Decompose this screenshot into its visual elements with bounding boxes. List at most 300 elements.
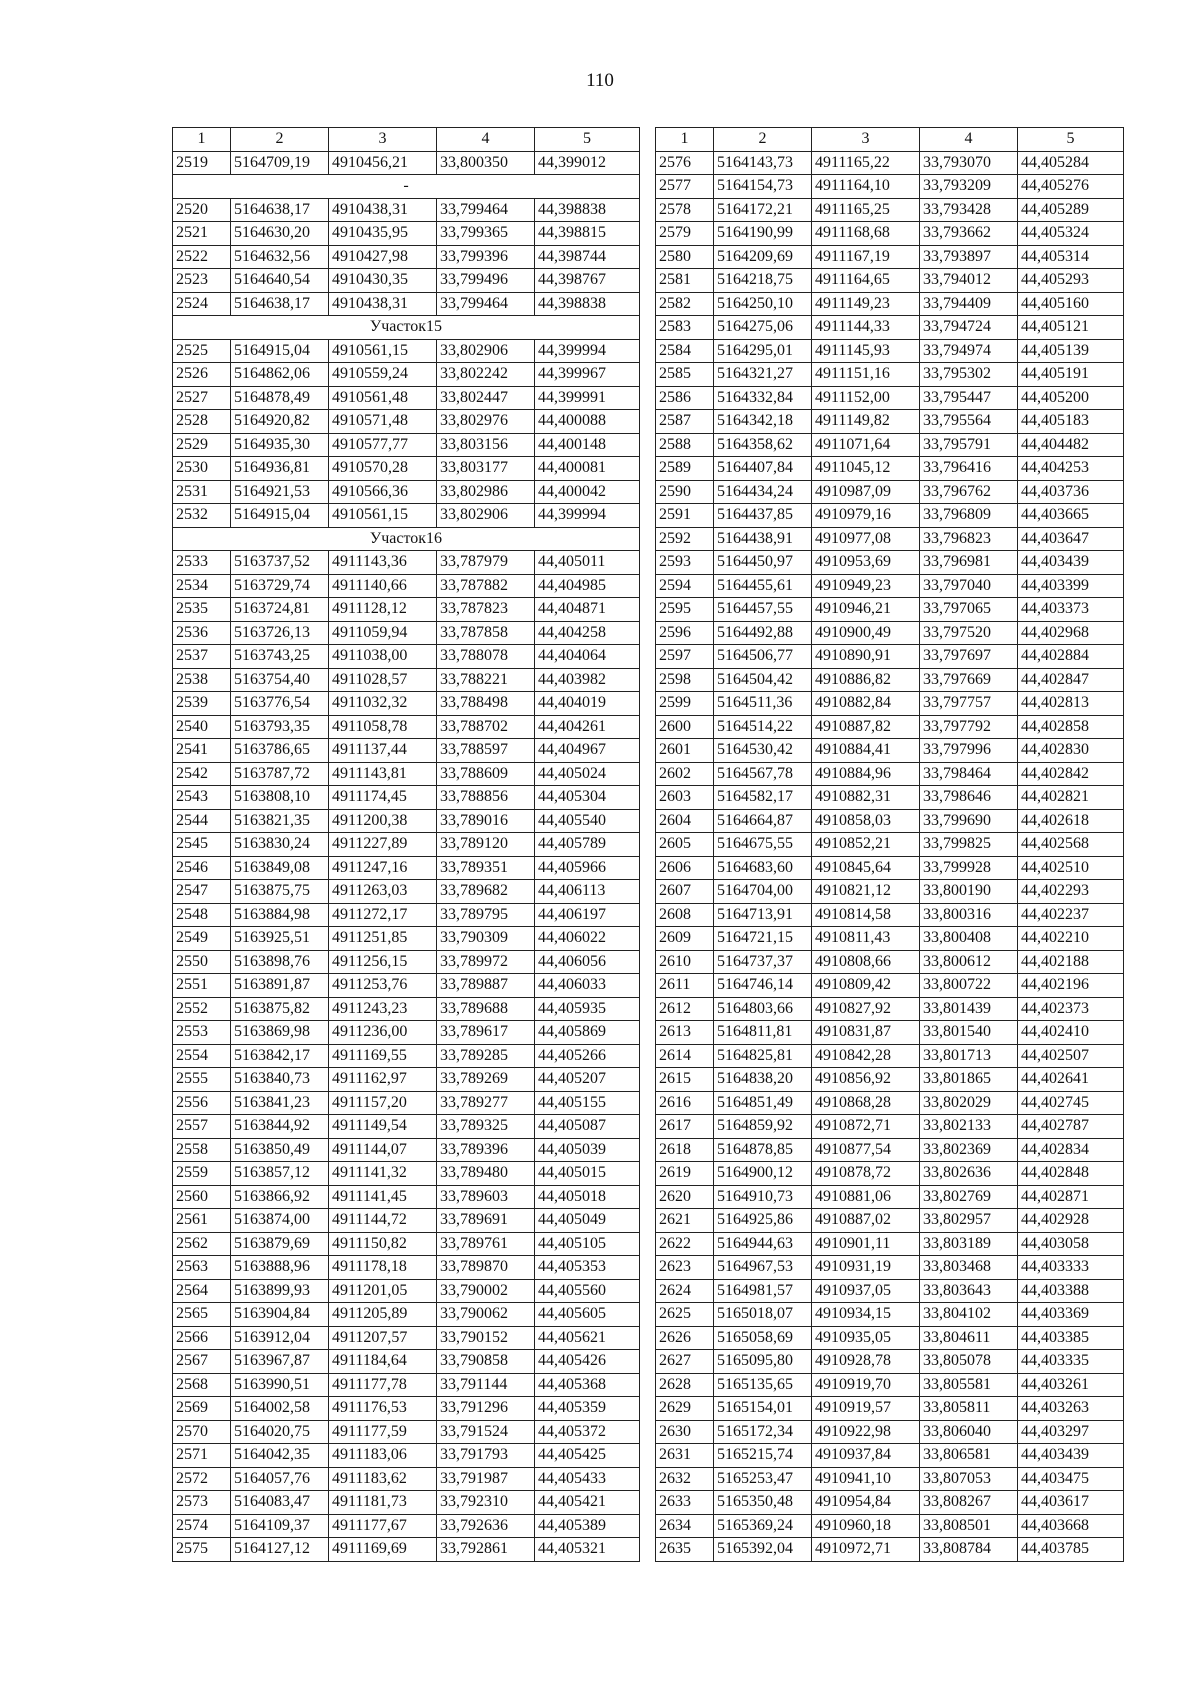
table-cell: 4910887,02	[812, 1209, 920, 1233]
table-cell: 33,789285	[437, 1044, 535, 1068]
table-cell: 5164250,10	[714, 292, 812, 316]
table-cell: 4910901,11	[812, 1232, 920, 1256]
table-cell: 5163866,92	[231, 1185, 329, 1209]
table-cell: 5164530,42	[714, 739, 812, 763]
section-title: Участок16	[173, 527, 640, 551]
table-row	[656, 198, 1124, 222]
table-cell: 44,402196	[1018, 974, 1124, 998]
table-cell: 44,402821	[1018, 786, 1124, 810]
table-cell: 4910852,21	[812, 833, 920, 857]
table-cell: 2589	[656, 457, 714, 481]
table-cell: 33,789325	[437, 1115, 535, 1139]
table-cell: 44,402293	[1018, 880, 1124, 904]
table-cell: 44,404064	[535, 645, 640, 669]
table-row	[656, 527, 1124, 551]
table-row	[173, 1115, 640, 1139]
table-cell: 33,788597	[437, 739, 535, 763]
table-cell: 4910856,92	[812, 1068, 920, 1092]
table-cell: 2597	[656, 645, 714, 669]
table-cell: 2555	[173, 1068, 231, 1092]
table-cell: 44,403333	[1018, 1256, 1124, 1280]
table-row	[173, 997, 640, 1021]
table-cell: 33,802957	[920, 1209, 1018, 1233]
table-cell: 4911177,67	[329, 1514, 437, 1538]
table-cell: 33,802133	[920, 1115, 1018, 1139]
table-cell: 44,402373	[1018, 997, 1124, 1021]
table-cell: 2596	[656, 621, 714, 645]
table-cell: 2552	[173, 997, 231, 1021]
table-cell: 5164921,53	[231, 480, 329, 504]
table-row	[173, 809, 640, 833]
table-cell: 5164457,55	[714, 598, 812, 622]
table-cell: 5165058,69	[714, 1326, 812, 1350]
table-cell: 33,805078	[920, 1350, 1018, 1374]
table-cell: 2524	[173, 292, 231, 316]
table-cell: 2590	[656, 480, 714, 504]
table-cell: 44,402884	[1018, 645, 1124, 669]
table-row	[656, 245, 1124, 269]
table-row	[656, 1491, 1124, 1515]
table-cell: 44,399994	[535, 339, 640, 363]
table-cell: 2587	[656, 410, 714, 434]
table-cell: 44,404261	[535, 715, 640, 739]
table-cell: 33,789269	[437, 1068, 535, 1092]
table-cell: 2580	[656, 245, 714, 269]
table-cell: 2548	[173, 903, 231, 927]
table-cell: 4910937,84	[812, 1444, 920, 1468]
table-cell: 44,405207	[535, 1068, 640, 1092]
table-cell: 33,800612	[920, 950, 1018, 974]
table-cell: 4911256,15	[329, 950, 437, 974]
table-cell: 4910872,71	[812, 1115, 920, 1139]
table-cell: 44,405039	[535, 1138, 640, 1162]
table-cell: 33,804102	[920, 1303, 1018, 1327]
table-cell: 2584	[656, 339, 714, 363]
table-cell: 44,404253	[1018, 457, 1124, 481]
table-cell: 4910831,87	[812, 1021, 920, 1045]
table-cell: 5164295,01	[714, 339, 812, 363]
table-cell: 4911162,97	[329, 1068, 437, 1092]
table-cell: 44,402410	[1018, 1021, 1124, 1045]
table-cell: 44,404258	[535, 621, 640, 645]
table-cell: 2583	[656, 316, 714, 340]
table-row	[656, 786, 1124, 810]
table-cell: 5163874,00	[231, 1209, 329, 1233]
table-row	[173, 715, 640, 739]
table-cell: 2582	[656, 292, 714, 316]
table-cell: 4911045,12	[812, 457, 920, 481]
table-row	[173, 903, 640, 927]
table-cell: 33,789603	[437, 1185, 535, 1209]
table-cell: 44,404985	[535, 574, 640, 598]
table-cell: 5163754,40	[231, 668, 329, 692]
table-cell: 4910882,31	[812, 786, 920, 810]
table-cell: 4910934,15	[812, 1303, 920, 1327]
table-cell: 33,790152	[437, 1326, 535, 1350]
table-cell: 4910881,06	[812, 1185, 920, 1209]
table-cell: 44,402237	[1018, 903, 1124, 927]
table-cell: 33,792310	[437, 1491, 535, 1515]
table-cell: 44,403668	[1018, 1514, 1124, 1538]
table-cell: 44,404967	[535, 739, 640, 763]
table-cell: 4911164,65	[812, 269, 920, 293]
table-cell: 33,798464	[920, 762, 1018, 786]
table-cell: 2557	[173, 1115, 231, 1139]
table-row	[173, 1256, 640, 1280]
table-cell: 33,795791	[920, 433, 1018, 457]
table-cell: 44,398815	[535, 222, 640, 246]
table-cell: 4910566,36	[329, 480, 437, 504]
table-cell: 4910935,05	[812, 1326, 920, 1350]
table-cell: 4910946,21	[812, 598, 920, 622]
table-cell: 44,402641	[1018, 1068, 1124, 1092]
table-cell: 4911143,36	[329, 551, 437, 575]
table-cell: 44,405191	[1018, 363, 1124, 387]
table-row	[656, 1138, 1124, 1162]
table-row	[173, 974, 640, 998]
table-row	[656, 433, 1124, 457]
table-cell: 2519	[173, 151, 231, 175]
column-header: 2	[714, 128, 812, 152]
table-cell: 33,793428	[920, 198, 1018, 222]
table-cell: 33,790309	[437, 927, 535, 951]
table-cell: 2620	[656, 1185, 714, 1209]
table-row	[656, 1091, 1124, 1115]
table-cell: 5164935,30	[231, 433, 329, 457]
table-cell: 5163898,76	[231, 950, 329, 974]
table-cell: 5163904,84	[231, 1303, 329, 1327]
table-cell: 4911145,93	[812, 339, 920, 363]
table-cell: 44,405139	[1018, 339, 1124, 363]
table-cell: 4911028,57	[329, 668, 437, 692]
table-cell: 2570	[173, 1420, 231, 1444]
table-cell: 44,405935	[535, 997, 640, 1021]
table-row	[173, 927, 640, 951]
table-cell: 33,789351	[437, 856, 535, 880]
table-row	[656, 316, 1124, 340]
column-header: 4	[437, 128, 535, 152]
table-row	[173, 1491, 640, 1515]
table-row	[656, 692, 1124, 716]
table-cell: 33,787823	[437, 598, 535, 622]
column-header: 2	[231, 128, 329, 152]
table-row	[656, 1115, 1124, 1139]
table-cell: 44,405018	[535, 1185, 640, 1209]
table-cell: 44,405183	[1018, 410, 1124, 434]
table-cell: 5164083,47	[231, 1491, 329, 1515]
table-cell: 33,799396	[437, 245, 535, 269]
table-cell: 2564	[173, 1279, 231, 1303]
table-cell: 5163786,65	[231, 739, 329, 763]
table-cell: 5164450,97	[714, 551, 812, 575]
table-row	[173, 480, 640, 504]
table-cell: 4910570,28	[329, 457, 437, 481]
table-cell: 2599	[656, 692, 714, 716]
table-cell: 5164746,14	[714, 974, 812, 998]
table-cell: 2562	[173, 1232, 231, 1256]
table-cell: 33,787858	[437, 621, 535, 645]
table-row	[656, 1185, 1124, 1209]
table-cell: 33,802906	[437, 504, 535, 528]
table-cell: 44,405276	[1018, 175, 1124, 199]
table-cell: 5165018,07	[714, 1303, 812, 1327]
table-cell: 44,402847	[1018, 668, 1124, 692]
table-cell: 44,405105	[535, 1232, 640, 1256]
table-cell: 33,804611	[920, 1326, 1018, 1350]
table-row	[656, 1232, 1124, 1256]
table-cell: 33,792636	[437, 1514, 535, 1538]
table-cell: 33,791793	[437, 1444, 535, 1468]
table-row	[656, 1420, 1124, 1444]
table-row	[656, 1326, 1124, 1350]
table-cell: 2542	[173, 762, 231, 786]
table-cell: 5163884,98	[231, 903, 329, 927]
table-cell: 44,405289	[1018, 198, 1124, 222]
table-cell: 4911144,72	[329, 1209, 437, 1233]
table-cell: 33,796981	[920, 551, 1018, 575]
table-cell: 5164878,85	[714, 1138, 812, 1162]
table-cell: 2556	[173, 1091, 231, 1115]
table-row	[173, 880, 640, 904]
table-cell: 5164511,36	[714, 692, 812, 716]
table-cell: 33,799365	[437, 222, 535, 246]
table-cell: 33,805581	[920, 1373, 1018, 1397]
table-cell: 4910987,09	[812, 480, 920, 504]
table-cell: 5164825,81	[714, 1044, 812, 1068]
table-cell: 4911168,68	[812, 222, 920, 246]
table-cell: 44,402813	[1018, 692, 1124, 716]
table-cell: 33,797757	[920, 692, 1018, 716]
table-row	[173, 1420, 640, 1444]
table-cell: 4910979,16	[812, 504, 920, 528]
table-cell: 33,796809	[920, 504, 1018, 528]
table-cell: 5164567,78	[714, 762, 812, 786]
table-cell: 44,405540	[535, 809, 640, 833]
table-cell: 33,787882	[437, 574, 535, 598]
table-row	[656, 1044, 1124, 1068]
table-cell: 44,402745	[1018, 1091, 1124, 1115]
table-cell: 5163912,04	[231, 1326, 329, 1350]
table-cell: 4911152,00	[812, 386, 920, 410]
table-cell: 2531	[173, 480, 231, 504]
table-row	[173, 1232, 640, 1256]
table-cell: 5163724,81	[231, 598, 329, 622]
table-cell: 2578	[656, 198, 714, 222]
table-cell: 2607	[656, 880, 714, 904]
table-cell: 33,793070	[920, 151, 1018, 175]
table-cell: 4910922,98	[812, 1420, 920, 1444]
table-cell: 4910559,24	[329, 363, 437, 387]
table-cell: 4910842,28	[812, 1044, 920, 1068]
table-cell: 2575	[173, 1538, 231, 1562]
table-cell: 4911128,12	[329, 598, 437, 622]
column-header: 1	[656, 128, 714, 152]
table-cell: 2561	[173, 1209, 231, 1233]
table-cell: 2560	[173, 1185, 231, 1209]
table-cell: 2566	[173, 1326, 231, 1350]
table-cell: 4911143,81	[329, 762, 437, 786]
table-cell: 44,405304	[535, 786, 640, 810]
table-cell: 33,799928	[920, 856, 1018, 880]
table-cell: 44,405789	[535, 833, 640, 857]
table-cell: 44,405293	[1018, 269, 1124, 293]
table-cell: 4911169,69	[329, 1538, 437, 1562]
table-cell: 5164455,61	[714, 574, 812, 598]
table-cell: 2591	[656, 504, 714, 528]
section-title: -	[173, 175, 640, 199]
table-cell: 33,790062	[437, 1303, 535, 1327]
table-cell: 2565	[173, 1303, 231, 1327]
table-cell: 4910954,84	[812, 1491, 920, 1515]
table-cell: 4911236,00	[329, 1021, 437, 1045]
table-row	[656, 1209, 1124, 1233]
table-cell: 4911032,32	[329, 692, 437, 716]
table-cell: 4911205,89	[329, 1303, 437, 1327]
table-row	[173, 1279, 640, 1303]
table-cell: 5163888,96	[231, 1256, 329, 1280]
table-cell: 4911243,23	[329, 997, 437, 1021]
table-cell: 33,789617	[437, 1021, 535, 1045]
table-cell: 4910919,57	[812, 1397, 920, 1421]
table-cell: 5164721,15	[714, 927, 812, 951]
table-cell: 5163726,13	[231, 621, 329, 645]
table-row	[173, 598, 640, 622]
table-cell: 5163787,72	[231, 762, 329, 786]
table-cell: 5165154,01	[714, 1397, 812, 1421]
table-cell: 33,789016	[437, 809, 535, 833]
table-cell: 2558	[173, 1138, 231, 1162]
table-cell: 2527	[173, 386, 231, 410]
table-cell: 44,402858	[1018, 715, 1124, 739]
table-cell: 5164811,81	[714, 1021, 812, 1045]
table-cell: 44,402787	[1018, 1115, 1124, 1139]
table-cell: 33,789277	[437, 1091, 535, 1115]
table-cell: 4910438,31	[329, 198, 437, 222]
table-cell: 44,403647	[1018, 527, 1124, 551]
table-cell: 44,402830	[1018, 739, 1124, 763]
table-cell: 2530	[173, 457, 231, 481]
table-cell: 5165215,74	[714, 1444, 812, 1468]
table-cell: 2601	[656, 739, 714, 763]
table-cell: 33,799496	[437, 269, 535, 293]
table-cell: 5163840,73	[231, 1068, 329, 1092]
table-cell: 4910887,82	[812, 715, 920, 739]
table-cell: 44,402188	[1018, 950, 1124, 974]
table-cell: 44,403373	[1018, 598, 1124, 622]
table-cell: 5164172,21	[714, 198, 812, 222]
table-cell: 4911183,62	[329, 1467, 437, 1491]
table-cell: 4911251,85	[329, 927, 437, 951]
table-row	[656, 1303, 1124, 1327]
table-cell: 44,405425	[535, 1444, 640, 1468]
table-row	[173, 645, 640, 669]
table-row	[173, 1467, 640, 1491]
table-cell: 33,789480	[437, 1162, 535, 1186]
table-cell: 4911247,16	[329, 856, 437, 880]
table-cell: 33,800408	[920, 927, 1018, 951]
table-cell: 44,402834	[1018, 1138, 1124, 1162]
table-cell: 4910919,70	[812, 1373, 920, 1397]
table-cell: 2600	[656, 715, 714, 739]
table-cell: 33,789761	[437, 1232, 535, 1256]
table-cell: 2550	[173, 950, 231, 974]
table-cell: 33,806040	[920, 1420, 1018, 1444]
table-cell: 44,402210	[1018, 927, 1124, 951]
table-cell: 4911272,17	[329, 903, 437, 927]
table-cell: 2585	[656, 363, 714, 387]
table-cell: 33,789120	[437, 833, 535, 857]
table-cell: 33,795564	[920, 410, 1018, 434]
table-cell: 33,794724	[920, 316, 1018, 340]
table-cell: 5163849,08	[231, 856, 329, 880]
table-cell: 2628	[656, 1373, 714, 1397]
table-cell: 33,789396	[437, 1138, 535, 1162]
table-cell: 44,400148	[535, 433, 640, 457]
table-cell: 4911141,45	[329, 1185, 437, 1209]
table-cell: 44,405433	[535, 1467, 640, 1491]
table-row	[173, 1514, 640, 1538]
table-cell: 44,403058	[1018, 1232, 1124, 1256]
table-cell: 4911165,25	[812, 198, 920, 222]
table-cell: 44,403399	[1018, 574, 1124, 598]
table-cell: 44,398767	[535, 269, 640, 293]
table-cell: 2631	[656, 1444, 714, 1468]
section-row	[173, 527, 640, 551]
table-cell: 2563	[173, 1256, 231, 1280]
table-cell: 33,801540	[920, 1021, 1018, 1045]
table-cell: 2586	[656, 386, 714, 410]
table-cell: 33,801865	[920, 1068, 1018, 1092]
table-cell: 5164190,99	[714, 222, 812, 246]
table-cell: 5165350,48	[714, 1491, 812, 1515]
table-cell: 2632	[656, 1467, 714, 1491]
table-row	[656, 363, 1124, 387]
table-cell: 33,794409	[920, 292, 1018, 316]
table-cell: 44,405353	[535, 1256, 640, 1280]
table-cell: 4911157,20	[329, 1091, 437, 1115]
table-cell: 5164218,75	[714, 269, 812, 293]
table-cell: 44,405426	[535, 1350, 640, 1374]
table-cell: 33,802242	[437, 363, 535, 387]
table-cell: 5164675,55	[714, 833, 812, 857]
table-cell: 5165392,04	[714, 1538, 812, 1562]
column-header: 5	[1018, 128, 1124, 152]
column-header: 4	[920, 128, 1018, 152]
table-cell: 44,405372	[535, 1420, 640, 1444]
table-cell: 44,403261	[1018, 1373, 1124, 1397]
section-title: Участок15	[173, 316, 640, 340]
table-row	[656, 598, 1124, 622]
table-cell: 2606	[656, 856, 714, 880]
table-cell: 44,405605	[535, 1303, 640, 1327]
table-cell: 33,803156	[437, 433, 535, 457]
table-cell: 5164582,17	[714, 786, 812, 810]
table-cell: 2520	[173, 198, 231, 222]
table-cell: 4911183,06	[329, 1444, 437, 1468]
table-cell: 4910435,95	[329, 222, 437, 246]
table-cell: 5163729,74	[231, 574, 329, 598]
table-cell: 2612	[656, 997, 714, 1021]
table-row	[656, 1162, 1124, 1186]
table-row	[656, 880, 1124, 904]
table-row	[656, 1279, 1124, 1303]
table-cell: 4911141,32	[329, 1162, 437, 1186]
table-cell: 5164504,42	[714, 668, 812, 692]
table-cell: 33,801439	[920, 997, 1018, 1021]
table-cell: 4910868,28	[812, 1091, 920, 1115]
table-cell: 33,791296	[437, 1397, 535, 1421]
table-cell: 44,405049	[535, 1209, 640, 1233]
